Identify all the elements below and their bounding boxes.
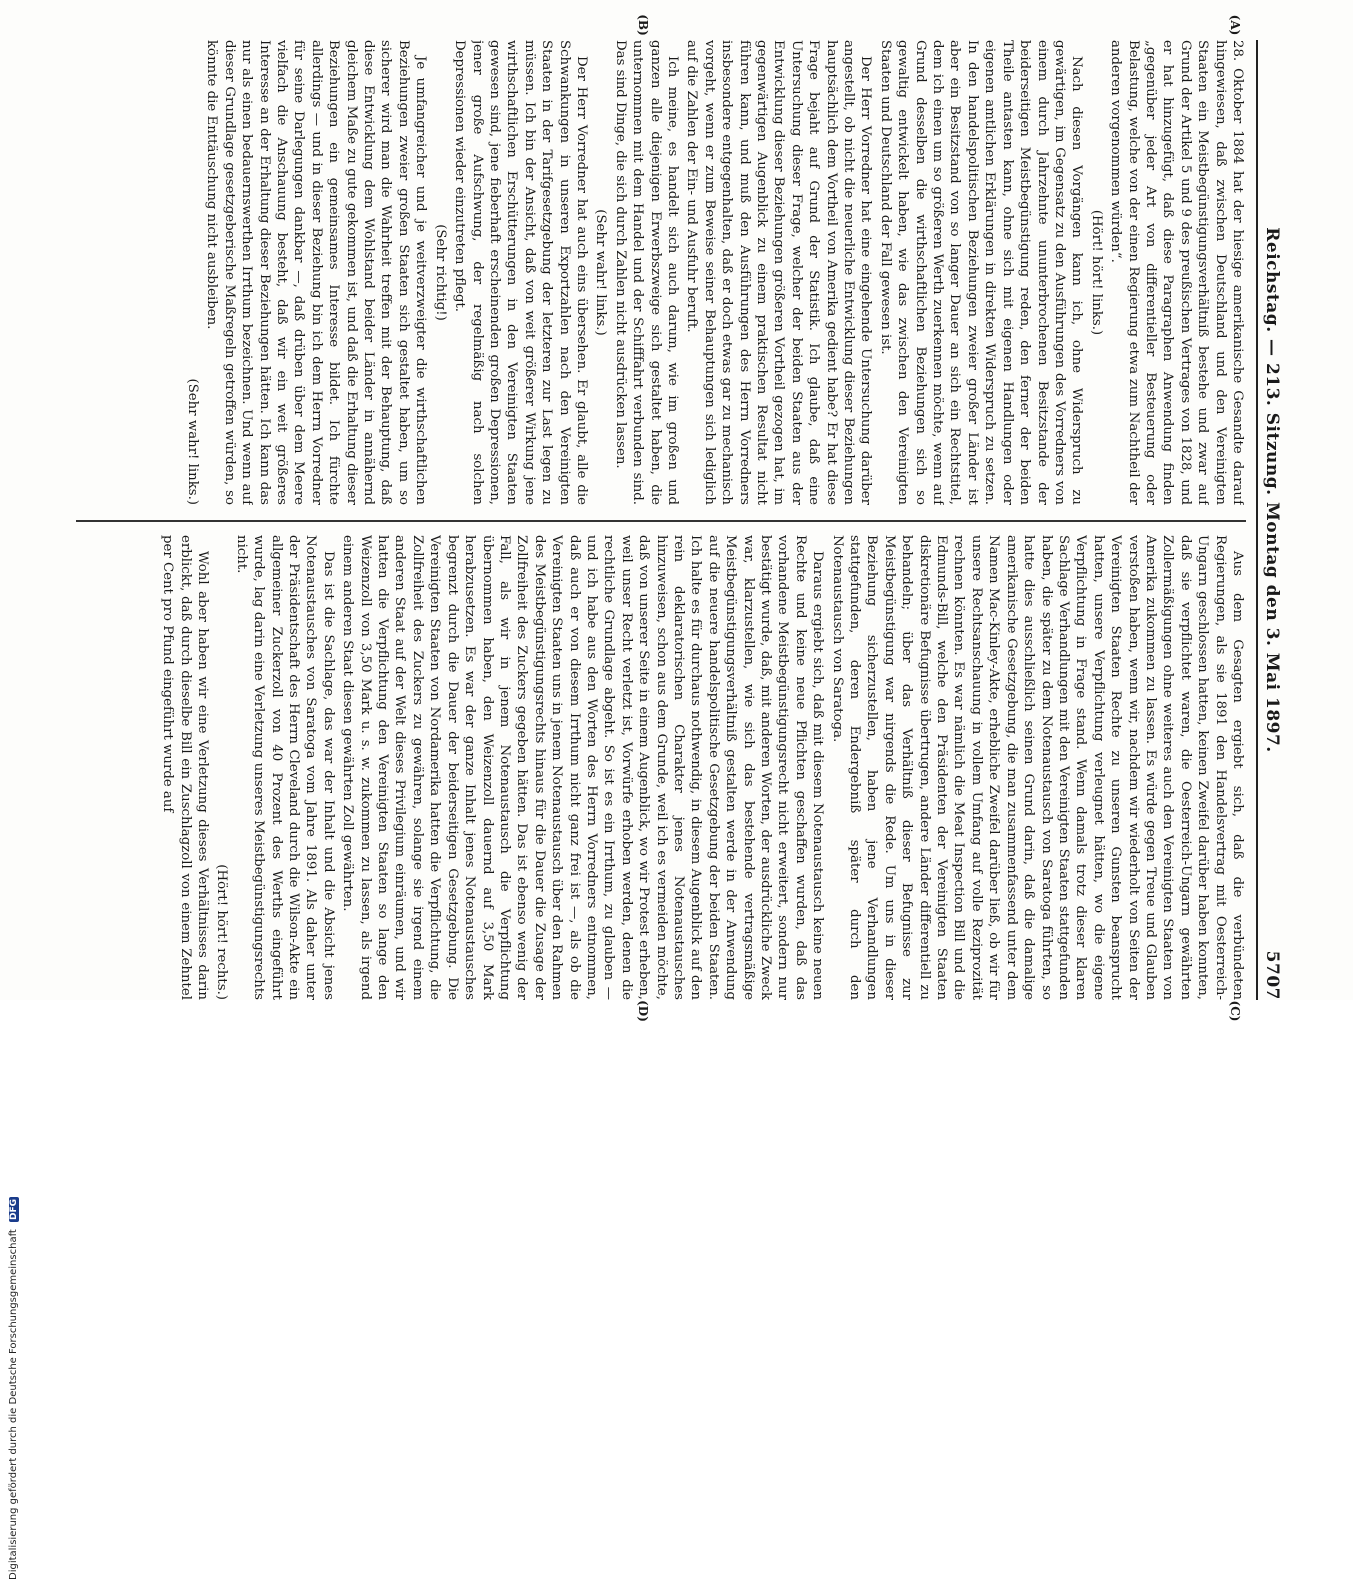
interjection: (Sehr wahr! links.): [185, 378, 201, 505]
paragraph: Wohl aber haben wir eine Verletzung dieses Verhältnisses darin erblickt, daß durch dieselbe Bill ein Zuschlagzoll von einem Zehntel per Cent pro Pfund eingeführt wurde auf: [160, 535, 211, 1000]
interjection: (Hört! hört! rechts.): [214, 864, 230, 1000]
page-number: 5707: [1262, 950, 1282, 1000]
left-text-column: [76, 40, 1246, 505]
paragraph: Aus dem Gesagten ergiebt sich, daß die verbündeten Regierungen, als sie 1891 den Handelsvertrag mit Oesterreich-Ungarn geschlossen hatten, keinen Zweifel darüber haben konnten, daß sie verpflichtet waren, die Oesterreich-Ungarn gewährten Zollermäßigungen ohne weiteres auch den Vereinigten Staaten von Amerika zukommen zu lassen. Es würde gegen Treue und Glauben verstoßen haben, wenn wir, nachdem wir wiederholt von Seiten der Vereinigten Staaten Rechte zu unseren Gunsten beansprucht hatten, unsere Verpflichtung verleugnet hätten, wo die eigene Verpflichtung in Frage stand. Wenn damals trotz dieser klaren Sachlage Verhandlungen mit den Vereinigten Staaten stattgefunden haben, die später zu dem Notenaustausch von Saratoga führten, so hatte dies ausschließlich seinen Grund darin, daß die damalige amerikanische Gesetzgebung, die man zusammenfassend unter dem Namen Mac-Kinley-Akte, erhebliche Zweifel darüber ließ, ob wir für unsere Rechtsanschauung in vollem Umfang auf volle Reziprozität rechnen könnten. Es war nämlich die Meat Inspection Bill und die Edmunds-Bill, welche den Präsidenten der Vereinigten Staaten diskretionäre Befugnisse übertrugen, andere Länder differentiell zu behandeln; über das Verhältniß dieser Befugnisse zur Meistbegünstigung war nirgends die Rede. Um uns in dieser Beziehung sicherzustellen, haben jene Verhandlungen stattgefunden, deren Endergebniß später durch den Notenaustausch von Saratoga.: [829, 535, 1245, 1000]
interjection: (Hört! hört! links.): [1088, 209, 1104, 336]
interjection: (Sehr wahr! links.): [593, 209, 609, 336]
footer-area: [2, 600, 20, 1580]
paragraph: Das ist die Sachlage, das war der Inhalt und die Absicht jenes Notenaustausches von Saratoga vom Jahre 1891. Als daher unter der Präsidentschaft des Herrn Cleveland durch die Wilson-Akte ein allgemeiner Zuckerzoll von 40 Prozent des Werths eingeführt wurde, lag darin eine Verletzung unseres Meistbegünstigungsrechts nicht.: [233, 535, 336, 1000]
margin-marker-d: (D): [636, 1000, 650, 1022]
rotated-page-content: [70, 14, 1290, 1022]
margin-marker-a: (A): [1228, 14, 1242, 36]
margin-marker-b: (B): [636, 14, 650, 36]
header-title: Reichstag. — 213. Sitzung. Montag den 3. Mai 1897.: [1262, 227, 1282, 753]
paragraph: Der Herr Vorredner hat auch eins übersehen. Er glaubt, alle die Schwankungen in unseren Exportzahlen nach den Vereinigten Staaten in der Tarifgesetzgebung der letzteren zur Last legen zu müssen. Ich bin der Ansicht, daß von weit größerer Wirkung jene wirthschaftlichen Erschütterungen in den Vereinigten Staaten gewesen sind, jene fieberhaft erscheinenden großen Depressionen, jener große Aufschwung, der regelmäßig nach solchen Depressionen wieder einzutreten pflegt.: [452, 40, 589, 505]
paragraph: Daraus ergiebt sich, daß mit diesem Notenaustausch keine neuen Rechte und keine neue Pflichten geschaffen wurden, daß das vorhandene Meistbegünstigungsrecht nicht erweitert, sondern nur bestätigt wurde, daß, mit anderen Worten, der ausdrückliche Zweck war, klarzustellen, wie sich das bestehende vertragsmäßige Meistbegünstigungsverhältniß gestalten werde in der Anwendung auf die neuere handelspolitische Gesetzgebung der beiden Staaten. Ich halte es für durchaus nothwendig, in diesem Augenblick auf den rein deklaratorischen Charakter jenes Notenaustausches hinzuweisen, schon aus dem Grunde, weil ich es vermeiden möchte, daß von unserer Seite in einem Augenblick, wo wir Protest erheben, weil unser Recht verletzt ist, Vorwürfe erhoben werden, denen die rechtliche Grundlage abgeht. So ist es ein Irrthum, zu glauben — und ich habe aus den Worten des Herrn Vorredners entnommen, daß auch er von diesem Irrthum nicht ganz frei ist —, als ob die Vereinigten Staaten uns in jenem Notenaustausch über den Rahmen des Meistbegünstigungsrechts hinaus für die Dauer die Zusage der Zollfreiheit des Zuckers gegeben hätten. Das ist ebenso wenig der Fall, als wir in jenem Notenaustausch die Verpflichtung übernommen haben, den Weizenzoll dauernd auf 3,50 Mark herabzusetzen. Es war der ganze Inhalt jenes Notenaustausches begrenzt durch die Dauer der beiderseitigen Gesetzgebung. Die Vereinigten Staaten von Nordamerika hatten die Verpflichtung, die Zollfreiheit des Zuckers zu gewähren, solange sie irgend einem anderen Staat auf der Welt dieses Privilegium einräumen, und wir hatten die Verpflichtung den Vereinigten Staaten so lange den Weizenzoll von 3,50 Mark u. s. w. zukommen zu lassen, als irgend einem anderen Staat diesen gewährten Zoll gewährten.: [340, 535, 826, 1000]
right-text-column: [76, 535, 1246, 1000]
paragraph: 28. Oktober 1884 hat der hiesige amerikanische Gesandte darauf hingewiesen, daß zwischen Deutschland und den Vereinigten Staaten ein Meistbegünstigungsverhältniß bestehe und zwar auf Grund der Artikel 5 und 9 des preußischen Vertrages von 1828, und er hat hinzugefügt, daß diese Paragraphen Anwendung finden „gegenüber jeder Art von differentieller Besteuerung oder Belastung, welche von der einen Regierung etwa zum Nachtheil der anderen vorgenommen würden“.: [1108, 40, 1245, 505]
interjection: (Sehr richtig!): [432, 224, 448, 321]
digitization-credit: [8, 1197, 24, 1580]
dfg-logo: DFG: [9, 1198, 19, 1220]
credit-text: Digitalisierung gefördert durch die Deutsche Forschungsgemeinschaft: [8, 1229, 19, 1580]
paragraph: Je umfangreicher und je weitverzweigter die wirthschaftlichen Beziehungen zweier großen Staaten sich gestaltet haben, um so sicherer wird man die Wahrheit treffen mit der Behauptung, daß diese Entwicklung dem Wohlstand beider Länder in annähernd gleichem Maße zu gute gekommen ist, und daß die Erhaltung dieser Beziehungen ein gemeinsames Interesse bildet. Ich fürchte allerdings — und in dieser Beziehung bin ich dem Herrn Vorredner für seine Darlegungen dankbar —, daß drüben über dem Meere vielfach die Anschauung besteht, daß wir ein weit größeres Interesse an der Erhaltung dieser Beziehungen hätten. Ich kann das nur als einen bedauernswerthen Irrthum bezeichnen. Und wenn auf dieser Grundlage gesetzgeberische Maßregeln getroffen würden, so könnte die Enttäuschung nicht ausbleiben.: [204, 40, 429, 505]
paragraph: Ich meine, es handelt sich auch darum, wie im großen und ganzen alle diejenigen Erwerbszweige sich gestaltet haben, die unternommen mit dem Handel und der Schifffahrt verbunden sind. Das sind Dinge, die sich durch Zahlen nicht ausdrücken lassen.: [612, 40, 680, 505]
paragraph: Der Herr Vorredner hat eine eingehende Untersuchung darüber angestellt, ob nicht die neuerliche Entwicklung dieser Beziehungen hauptsächlich dem Vortheil von Amerika gedient habe? Er hat diese Frage bejaht auf Grund der Statistik. Ich glaube, daß eine Untersuchung dieser Frage, welcher der beiden Staaten aus der Entwicklung dieser Beziehungen größeren Vortheil gezogen hat, im gegenwärtigen Augenblick zu einem praktischen Resultat nicht führen kann, und muß den Ausführungen des Herrn Vorredners insbesondere entgegenhalten, daß er doch etwas gar zu mechanisch vorgeht, wenn er zum Beweise seiner Behauptungen sich lediglich auf die Zahlen der Ein- und Ausfuhr beruft.: [684, 40, 874, 505]
column-divider: [76, 520, 1246, 522]
margin-marker-c: (C): [1228, 1000, 1242, 1022]
paragraph: Nach diesen Vorgängen kann ich, ohne Widerspruch zu gewärtigen, im Gegensatz zu den Ausführungen des Vorredners von einem durch Jahrzehnte ununterbrochenen Besitzstande der beiderseitigen Meistbegünstigung reden, den ferner der beiden Theile antasten kann, ohne sich mit eigenen Handlungen oder eigenen amtlichen Erklärungen in direkten Widerspruch zu setzen. In den handelspolitischen Beziehungen zweier großer Länder ist aber ein Besitzstand von so langer Dauer an sich ein Rechtstitel, dem ich einen um so größeren Werth zuerkennen möchte, wenn auf Grund desselben die wirthschaftlichen Beziehungen sich so gewaltig entwickelt haben, wie das zwischen den Vereinigten Staaten und Deutschland der Fall gewesen ist.: [877, 40, 1085, 505]
running-header: [1256, 40, 1290, 1000]
